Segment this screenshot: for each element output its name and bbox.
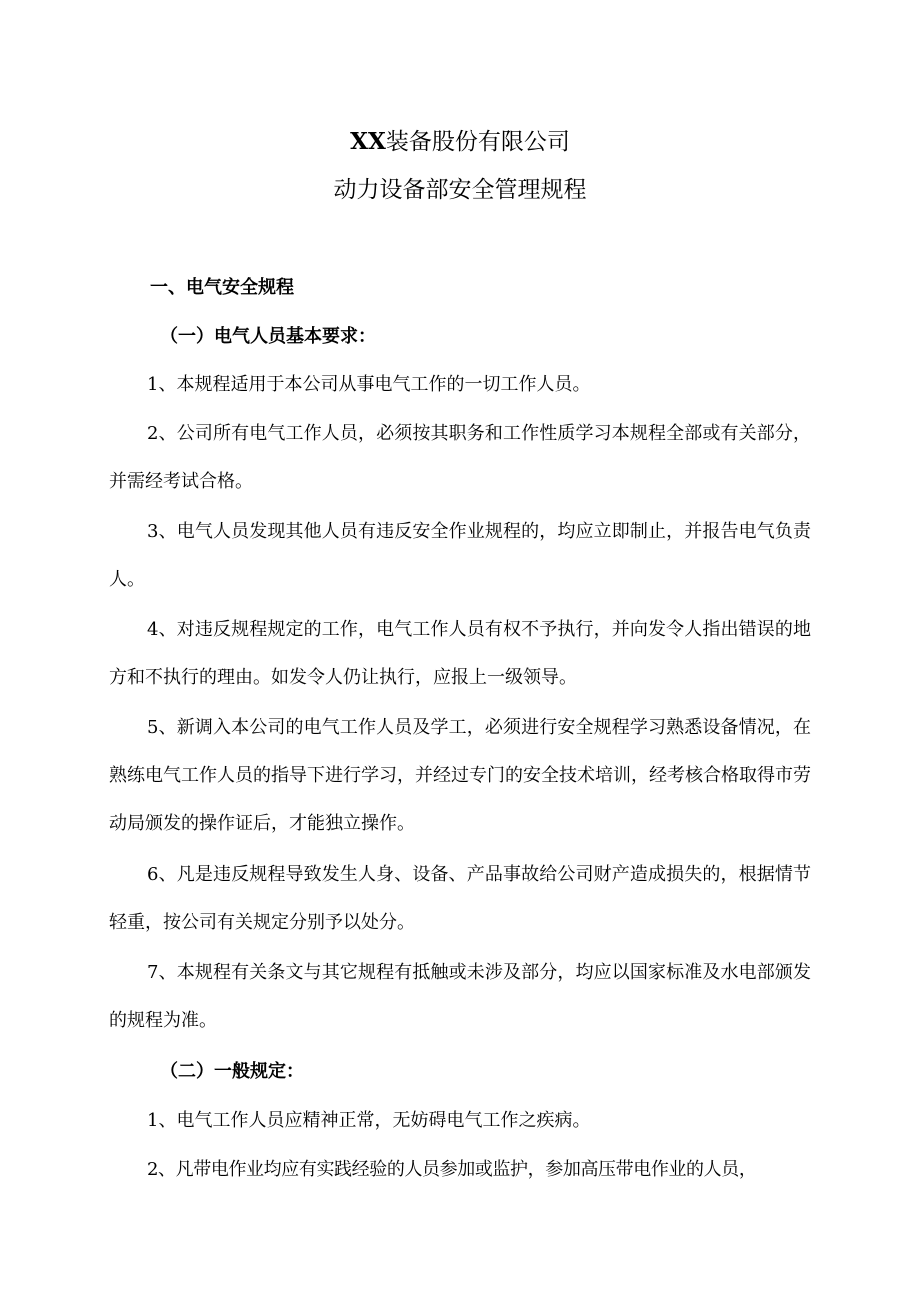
paragraph-item-1: 1、本规程适用于本公司从事电气工作的一切工作人员。 [147, 374, 591, 395]
subsection-heading-general-rules: （二）一般规定： [160, 1061, 304, 1082]
subsection-heading-basic-requirements: （一）电气人员基本要求： [160, 326, 376, 347]
company-title [0, 127, 920, 157]
general-rule-item-1: 1、电气工作人员应精神正常，无妨碍电气工作之疾病。 [147, 1110, 591, 1131]
paragraph-item-3: 3、电气人员发现其他人员有违反安全作业规程的，均应立即制止，并报告电气负责人。 [109, 521, 811, 590]
document-title: 动力设备部安全管理规程 [333, 177, 587, 203]
paragraph-item-6: 6、凡是违反规程导致发生人身、设备、产品事故给公司财产造成损失的，根据情节轻重，按公司有关规定分别予以处分。 [109, 864, 811, 933]
paragraph-item-5: 5、新调入本公司的电气工作人员及学工，必须进行安全规程学习熟悉设备情况，在熟练电气工作人员的指导下进行学习，并经过专门的安全技术培训，经考核合格取得市劳动局颁发的操作证后，才能独立操作。 [109, 717, 811, 834]
company-title-prefix: XX [350, 128, 386, 155]
paragraph-item-2: 2、公司所有电气工作人员，必须按其职务和工作性质学习本规程全部或有关部分，并需经考试合格。 [109, 423, 811, 492]
general-rule-item-2: 2、凡带电作业均应有实践经验的人员参加或监护，参加高压带电作业的人员， [147, 1159, 757, 1180]
paragraph-item-4: 4、对违反规程规定的工作，电气工作人员有权不予执行，并向发令人指出错误的地方和不执行的理由。如发令人仍让执行，应报上一级领导。 [109, 619, 811, 688]
company-title-rest: 装备股份有限公司 [385, 129, 570, 155]
paragraph-item-7: 7、本规程有关条文与其它规程有抵触或未涉及部分，均应以国家标准及水电部颁发的规程为准。 [109, 962, 811, 1031]
section-heading: 一、电气安全规程 [150, 277, 294, 298]
